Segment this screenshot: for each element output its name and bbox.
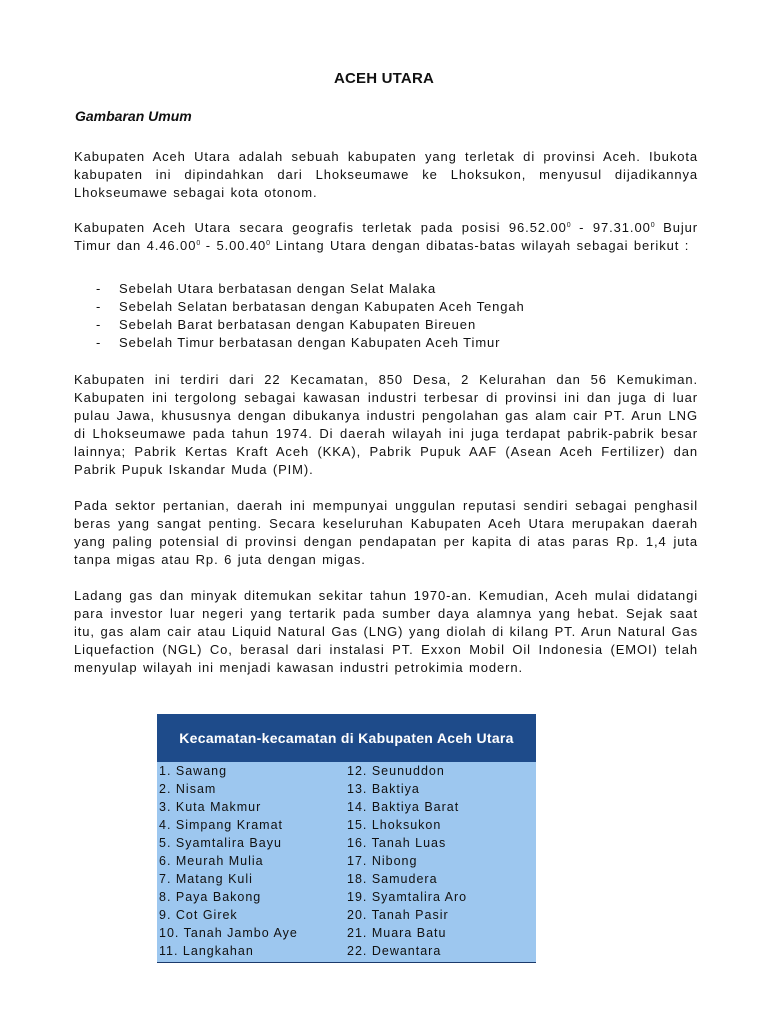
section-heading: Gambaran Umum: [75, 108, 192, 124]
geography-text: Kabupaten Aceh Utara secara geografis terletak pada posisi 96.52.00: [74, 220, 567, 235]
border-text: Sebelah Selatan berbatasan dengan Kabupaten Aceh Tengah: [119, 299, 525, 314]
list-item: [96, 298, 656, 316]
table-cell: 4. Simpang Kramat: [159, 818, 283, 832]
table-body: [157, 762, 536, 962]
paragraph-geography: [74, 219, 698, 255]
table-cell: 18. Samudera: [347, 872, 438, 886]
table-cell: 6. Meurah Mulia: [159, 854, 264, 868]
paragraph-intro: Kabupaten Aceh Utara adalah sebuah kabupaten yang terletak di provinsi Aceh. Ibukota kabupaten ini dipindahkan dari Lhokseumawe ke Lhoksukon, menyusul dijadikannya Lhokseumawe sebagai kota otonom.: [74, 149, 698, 200]
list-item: [96, 280, 656, 298]
geography-text: Lintang Utara dengan dibatas-batas wilayah sebagai berikut :: [270, 238, 690, 253]
list-item: [96, 334, 656, 352]
bullet-dash: -: [96, 281, 102, 296]
table-cell: 16. Tanah Luas: [347, 836, 447, 850]
table-column-left: [157, 762, 347, 960]
paragraph-oil-gas: Ladang gas dan minyak ditemukan sekitar tahun 1970-an. Kemudian, Aceh mulai didatangi para investor luar negeri yang tertarik pada sumber daya alamnya yang hebat. Sejak saat itu, gas alam cair atau Liquid Natural Gas (LNG) yang diolah di kilang PT. Arun Natural Gas Liquefaction (NGL) Co, berasal dari instalasi PT. Exxon Mobil Oil Indonesia (EMOI) telah menyulap wilayah ini menjadi kawasan industri petrokimia modern.: [74, 588, 698, 675]
table-cell: 12. Seunuddon: [347, 764, 445, 778]
geography-text: - 5.00.40: [200, 238, 267, 253]
table-cell: 13. Baktiya: [347, 782, 420, 796]
table-cell: 1. Sawang: [159, 764, 228, 778]
table-cell: 21. Muara Batu: [347, 926, 447, 940]
list-item: [96, 316, 656, 334]
border-text: Sebelah Timur berbatasan dengan Kabupaten Aceh Timur: [119, 335, 501, 350]
table-cell: 22. Dewantara: [347, 944, 442, 958]
table-cell: 3. Kuta Makmur: [159, 800, 262, 814]
kecamatan-table: [157, 714, 536, 963]
table-cell: 19. Syamtalira Aro: [347, 890, 468, 904]
table-cell: 7. Matang Kuli: [159, 872, 253, 886]
table-cell: 14. Baktiya Barat: [347, 800, 460, 814]
paragraph-industry: Kabupaten ini terdiri dari 22 Kecamatan, 850 Desa, 2 Kelurahan dan 56 Kemukiman. Kabupaten ini tergolong sebagai kawasan industri terbesar di provinsi ini dan juga di luar pulau Jawa, khususnya dengan dibukanya industri pengolahan gas alam cair PT. Arun LNG di Lhokseumawe pada tahun 1974. Di daerah wilayah ini juga terdapat pabrik-pabrik besar lainnya; Pabrik Kertas Kraft Aceh (KKA), Pabrik Pupuk AAF (Asean Aceh Fertilizer) dan Pabrik Pupuk Iskandar Muda (PIM).: [74, 372, 698, 477]
table-header: Kecamatan-kecamatan di Kabupaten Aceh Utara: [157, 714, 536, 762]
table-cell: 2. Nisam: [159, 782, 217, 796]
table-cell: 11. Langkahan: [159, 944, 254, 958]
border-text: Sebelah Barat berbatasan dengan Kabupaten Bireuen: [119, 317, 477, 332]
table-cell: 9. Cot Girek: [159, 908, 238, 922]
table-column-right: [347, 762, 532, 960]
table-cell: 15. Lhoksukon: [347, 818, 442, 832]
paragraph-agriculture: Pada sektor pertanian, daerah ini mempunyai unggulan reputasi sendiri sebagai penghasil beras yang sangat penting. Secara keseluruhan Kabupaten Aceh Utara merupakan daerah yang paling potensial di provinsi dengan pendapatan per kapita di atas paras Rp. 1,4 juta tanpa migas atau Rp. 6 juta dengan migas.: [74, 498, 698, 567]
table-cell: 20. Tanah Pasir: [347, 908, 449, 922]
table-cell: 8. Paya Bakong: [159, 890, 262, 904]
degree-superscript: 0: [266, 240, 271, 247]
bullet-dash: -: [96, 299, 102, 314]
table-cell: 5. Syamtalira Bayu: [159, 836, 282, 850]
degree-superscript: 0: [566, 222, 571, 229]
page-title: ACEH UTARA: [333, 70, 435, 87]
table-cell: 10. Tanah Jambo Aye: [159, 926, 298, 940]
degree-superscript: 0: [650, 222, 655, 229]
degree-superscript: 0: [196, 240, 201, 247]
geography-text: Bujur Timur dan 4.46.00: [74, 220, 698, 253]
borders-list: [96, 280, 656, 352]
table-cell: 17. Nibong: [347, 854, 418, 868]
bullet-dash: -: [96, 335, 102, 350]
border-text: Sebelah Utara berbatasan dengan Selat Malaka: [119, 281, 437, 296]
geography-text: - 97.31.00: [570, 220, 651, 235]
bullet-dash: -: [96, 317, 102, 332]
